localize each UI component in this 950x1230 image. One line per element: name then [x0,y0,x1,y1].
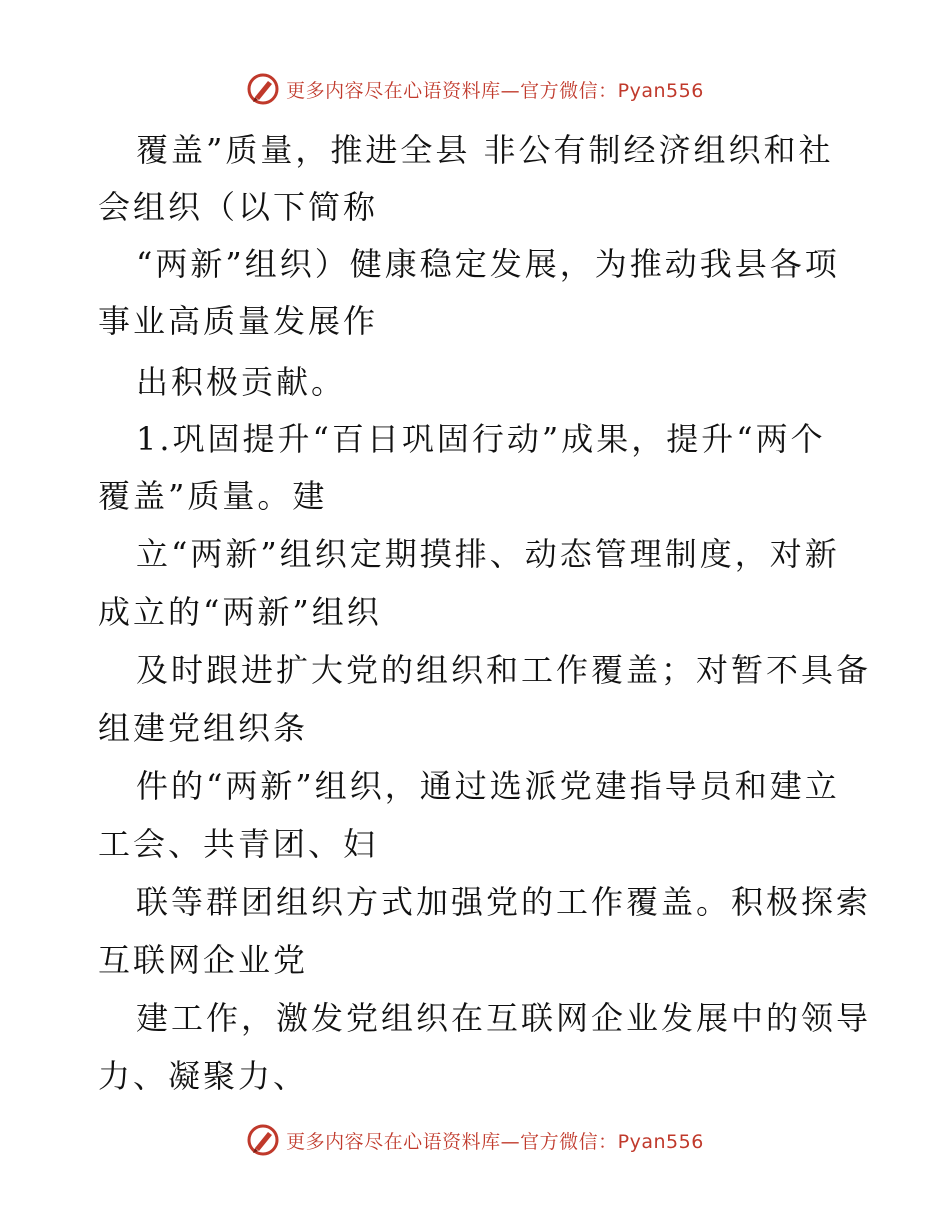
watermark-text: 更多内容尽在心语资料库—官方微信：Pyan556 [286,79,704,102]
pen-logo-icon [246,1123,280,1157]
text-line: 联等群团组织方式加强党的工作覆盖。积极探索 [136,883,872,921]
text-line: 1.巩固提升“百日巩固行动”成果，提升“两个 [136,420,826,458]
header-watermark [0,72,950,106]
pen-logo-icon [246,72,280,106]
text-line: 立“两新”组织定期摸排、动态管理制度，对新 [136,535,840,573]
text-line: 成立的“两新”组织 [98,593,382,631]
text-line: 覆盖”质量，推进全县 非公有制经济组织和社 [136,131,834,169]
text-line: “两新”组织）健康稳定发展，为推动我县各项 [136,245,840,283]
footer-watermark [0,1123,950,1157]
text-line: 组建党组织条 [98,709,309,747]
text-line: 工会、共青团、妇 [98,825,379,863]
text-line: 件的“两新”组织，通过选派党建指导员和建立 [136,767,840,805]
text-line: 力、凝聚力、 [98,1057,309,1095]
text-line: 覆盖”质量。建 [98,477,328,515]
text-line: 及时跟进扩大党的组织和工作覆盖；对暂不具备 [136,651,872,689]
text-line: 出积极贡献。 [136,363,347,401]
text-line: 会组织（以下简称 [98,188,379,226]
watermark-text: 更多内容尽在心语资料库—官方微信：Pyan556 [286,1130,704,1153]
text-line: 互联网企业党 [98,941,309,979]
text-line: 事业高质量发展作 [98,302,379,340]
text-line: 建工作，激发党组织在互联网企业发展中的领导 [136,999,872,1037]
